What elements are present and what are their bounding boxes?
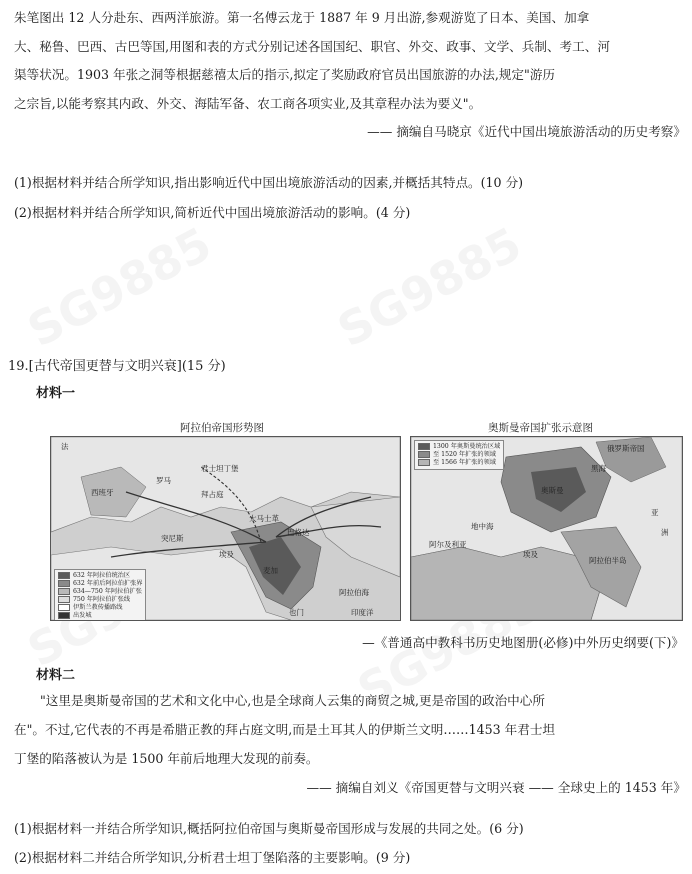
watermark bbox=[329, 216, 530, 357]
question-19-1: (1)根据材料一并结合所学知识,概括阿拉伯帝国与奥斯曼帝国形成与发展的共同之处。(6 分) bbox=[14, 821, 524, 836]
map-place: 突尼斯 bbox=[161, 534, 184, 543]
passage-line: 渠等状况。1903 年张之洞等根据慈禧太后的指示,拟定了奖励政府官员出国旅游的办法,规定"游历 bbox=[14, 67, 556, 82]
map-place: 亚 bbox=[651, 508, 659, 517]
question-19-2: (2)根据材料二并结合所学知识,分析君士坦丁堡陷落的主要影响。(9 分) bbox=[14, 850, 411, 865]
arab-empire-map bbox=[50, 436, 401, 621]
material-2-passage bbox=[14, 686, 686, 802]
map-place: 阿拉伯海 bbox=[339, 588, 369, 597]
question-19-heading: 19.[古代帝国更替与文明兴衰](15 分) bbox=[8, 359, 226, 374]
passage-line: 之宗旨,以能考察其内政、外交、海陆军备、农工商各项实业,及其章程办法为要义"。 bbox=[14, 95, 482, 111]
question-1: (1)根据材料并结合所学知识,指出影响近代中国出境旅游活动的因素,并概括其特点。(10 分) bbox=[14, 175, 524, 190]
map-place: 阿尔及利亚 bbox=[429, 540, 467, 549]
arab-map-legend bbox=[54, 569, 146, 621]
map-place: 黑海 bbox=[591, 464, 606, 473]
map-place: 埃及 bbox=[523, 550, 538, 559]
map-place: 洲 bbox=[661, 528, 669, 537]
watermark bbox=[19, 216, 220, 357]
legend-item: 出发城 bbox=[73, 612, 92, 619]
map-place: 俄罗斯帝国 bbox=[607, 444, 645, 453]
legend-item: 1300 年奥斯曼统治区域 bbox=[433, 443, 501, 450]
map-place: 大马士革 bbox=[249, 514, 279, 523]
ottoman-map-legend bbox=[414, 440, 504, 470]
material-1-source: —《普通高中教科书历史地图册(必修)中外历史纲要(下)》 bbox=[362, 635, 684, 650]
material-1-label: 材料一 bbox=[36, 386, 76, 401]
map-place: 法 bbox=[61, 442, 69, 451]
map-place: 西班牙 bbox=[91, 488, 114, 497]
legend-item: 632 年阿拉伯统治区 bbox=[73, 572, 131, 579]
legend-item: 伊斯兰教传播路线 bbox=[73, 604, 123, 611]
legend-item: 634—750 年阿拉伯扩张 bbox=[73, 588, 142, 595]
map-place: 印度洋 bbox=[351, 608, 374, 617]
material-2-label: 材料二 bbox=[36, 668, 76, 683]
legend-item: 632 年前后阿拉伯扩张界 bbox=[73, 580, 143, 587]
legend-item: 750 年阿拉伯扩张线 bbox=[73, 596, 131, 603]
passage-line: 大、秘鲁、巴西、古巴等国,用图和表的方式分别记述各国国纪、职官、外交、政事、文学、兵制、考工、河 bbox=[14, 38, 610, 54]
legend-item: 至 1520 年扩张的领域 bbox=[433, 451, 496, 458]
map-place: 拜占庭 bbox=[201, 490, 224, 499]
passage-line: 丁堡的陷落被认为是 1500 年前后地理大发现的前奏。 bbox=[14, 751, 319, 766]
passage-line: "这里是奥斯曼帝国的艺术和文化中心,也是全球商人云集的商贸之城,更是帝国的政治中心所 bbox=[40, 693, 545, 708]
top-passage bbox=[14, 4, 686, 147]
map-place: 君士坦丁堡 bbox=[201, 464, 239, 473]
map-place: 地中海 bbox=[471, 522, 494, 531]
legend-item: 至 1566 年扩张的领域 bbox=[433, 459, 496, 466]
map-place: 埃及 bbox=[219, 550, 234, 559]
passage-source: —— 摘编自刘义《帝国更替与文明兴衰 —— 全球史上的 1453 年》 bbox=[306, 780, 686, 795]
map-place: 罗马 bbox=[156, 476, 171, 485]
ottoman-empire-map bbox=[410, 436, 683, 621]
question-2: (2)根据材料并结合所学知识,简析近代中国出境旅游活动的影响。(4 分) bbox=[14, 205, 411, 220]
map-place: 巴格达 bbox=[287, 528, 310, 537]
passage-line: 朱笔图出 12 人分赴东、西两洋旅游。第一名傅云龙于 1887 年 9 月出游,参观游览了日本、美国、加拿 bbox=[14, 10, 590, 25]
passage-source: —— 摘编自马晓京《近代中国出境旅游活动的历史考察》 bbox=[367, 124, 686, 139]
passage-line: 在"。不过,它代表的不再是希腊正教的拜占庭文明,而是土耳其人的伊斯兰文明……1453 年君士坦 bbox=[14, 722, 556, 737]
map-place: 麦加 bbox=[263, 566, 278, 575]
map-place: 阿拉伯半岛 bbox=[589, 556, 627, 565]
arab-map-title: 阿拉伯帝国形势图 bbox=[180, 422, 264, 434]
ottoman-map-title: 奥斯曼帝国扩张示意图 bbox=[488, 422, 593, 434]
map-place: 也门 bbox=[289, 608, 304, 617]
map-place: 奥斯曼 bbox=[541, 486, 564, 495]
